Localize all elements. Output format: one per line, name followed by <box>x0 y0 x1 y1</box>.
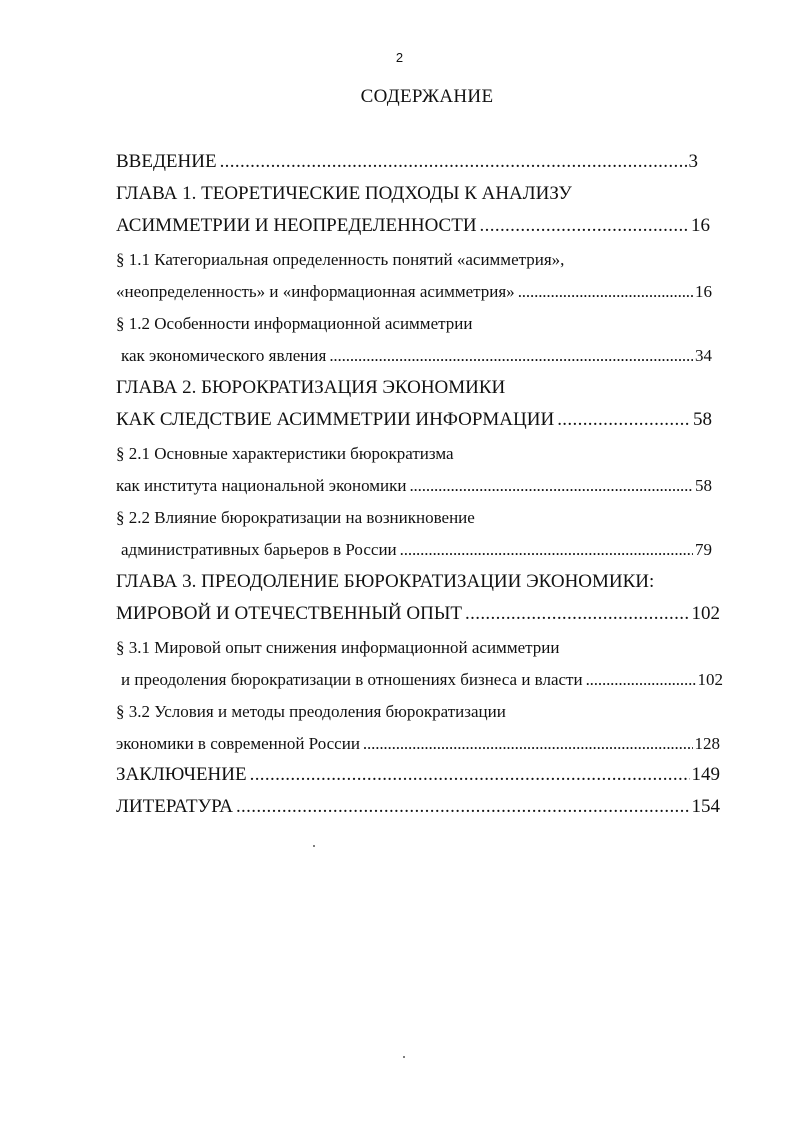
toc-entry-title: § 2.2 Влияние бюрократизации на возникновение <box>116 508 475 527</box>
toc-entry-title: ГЛАВА 1. ТЕОРЕТИЧЕСКИЕ ПОДХОДЫ К АНАЛИЗУ <box>116 183 572 204</box>
toc-entry-title: § 2.1 Основные характеристики бюрократизма <box>116 444 454 463</box>
scan-speck <box>403 1056 405 1058</box>
page-title: СОДЕРЖАНИЕ <box>360 86 494 107</box>
toc-entry-title: § 3.2 Условия и методы преодоления бюрократизации <box>116 702 506 721</box>
toc-entry-section-1-2-line-2[interactable] <box>121 344 712 368</box>
toc-entry-page: 102 <box>691 603 720 624</box>
toc-entry-title: ГЛАВА 2. БЮРОКРАТИЗАЦИЯ ЭКОНОМИКИ <box>116 377 506 398</box>
dot-leader <box>400 538 693 562</box>
toc-entry-title: § 3.1 Мировой опыт снижения информационной асимметрии <box>116 638 560 657</box>
toc-entry-chapter-3-line-2[interactable] <box>116 602 720 626</box>
toc-entry-section-3-2-line-1[interactable] <box>116 700 506 724</box>
toc-entry-conclusion[interactable] <box>116 763 720 787</box>
toc-entry-title: § 1.2 Особенности информационной асимметрии <box>116 314 473 333</box>
dot-leader <box>236 795 690 819</box>
toc-entry-title: как института национальной экономики <box>116 476 407 495</box>
toc-entry-page: 58 <box>693 409 712 430</box>
toc-entry-page: 128 <box>694 734 720 753</box>
dot-leader <box>363 732 693 756</box>
toc-entry-title: АСИММЕТРИИ И НЕОПРЕДЕЛЕННОСТИ <box>116 215 477 236</box>
dot-leader <box>480 214 689 238</box>
toc-entry-page: 79 <box>695 540 712 559</box>
toc-entry-page: 16 <box>695 282 712 301</box>
scan-speck <box>313 845 315 847</box>
toc-entry-literature[interactable] <box>116 795 720 819</box>
toc-entry-title: ЛИТЕРАТУРА <box>116 796 233 817</box>
dot-leader <box>220 150 687 174</box>
toc-entry-section-3-1-line-2[interactable] <box>121 668 723 692</box>
dot-leader <box>557 408 691 432</box>
toc-entry-chapter-3-line-1[interactable] <box>116 570 654 594</box>
toc-entry-section-2-1-line-2[interactable] <box>116 474 712 498</box>
dot-leader <box>329 344 693 368</box>
dot-leader <box>586 668 696 692</box>
toc-entry-page: 3 <box>688 151 698 172</box>
toc-entry-page: 154 <box>691 796 720 817</box>
toc-entry-page: 16 <box>691 215 710 236</box>
dot-leader <box>465 602 689 626</box>
toc-entry-title: и преодоления бюрократизации в отношениях бизнеса и власти <box>121 670 583 689</box>
toc-entry-page: 58 <box>695 476 712 495</box>
toc-entry-page: 34 <box>695 346 712 365</box>
toc-entry-title: ГЛАВА 3. ПРЕОДОЛЕНИЕ БЮРОКРАТИЗАЦИИ ЭКОНОМИКИ: <box>116 571 655 592</box>
toc-entry-title: экономики в современной России <box>116 734 360 753</box>
toc-entry-title: ЗАКЛЮЧЕНИЕ <box>116 764 247 785</box>
dot-leader <box>518 280 693 304</box>
toc-entry-section-2-2-line-2[interactable] <box>121 538 712 562</box>
toc-entry-section-2-2-line-1[interactable] <box>116 506 475 530</box>
toc-entry-section-1-2-line-1[interactable] <box>116 312 472 336</box>
toc-entry-page: 102 <box>697 670 723 689</box>
toc-entry-section-1-1-line-2[interactable] <box>116 280 712 304</box>
toc-entry-title: МИРОВОЙ И ОТЕЧЕСТВЕННЫЙ ОПЫТ <box>116 603 463 624</box>
toc-entry-title: § 1.1 Категориальная определенность понятий «асимметрия», <box>116 250 565 269</box>
toc-entry-chapter-1-line-2[interactable] <box>116 214 710 238</box>
toc-entry-chapter-2-line-2[interactable] <box>116 408 712 432</box>
toc-entry-introduction[interactable] <box>116 150 698 174</box>
dot-leader <box>250 763 690 787</box>
toc-entry-title: КАК СЛЕДСТВИЕ АСИММЕТРИИ ИНФОРМАЦИИ <box>116 409 555 430</box>
toc-entry-title: «неопределенность» и «информационная асимметрия» <box>116 282 515 301</box>
toc-entry-section-2-1-line-1[interactable] <box>116 442 454 466</box>
toc-entry-section-1-1-line-1[interactable] <box>116 248 564 272</box>
page-number: 2 <box>395 50 404 65</box>
dot-leader <box>409 474 693 498</box>
toc-entry-chapter-2-line-1[interactable] <box>116 376 505 400</box>
toc-entry-chapter-1-line-1[interactable] <box>116 182 572 206</box>
toc-entry-section-3-1-line-1[interactable] <box>116 636 559 660</box>
toc-entry-page: 149 <box>691 764 720 785</box>
toc-entry-title: административных барьеров в России <box>121 540 397 559</box>
toc-entry-title: ВВЕДЕНИЕ <box>116 151 217 172</box>
toc-entry-section-3-2-line-2[interactable] <box>116 732 720 756</box>
toc-entry-title: как экономического явления <box>121 346 327 365</box>
